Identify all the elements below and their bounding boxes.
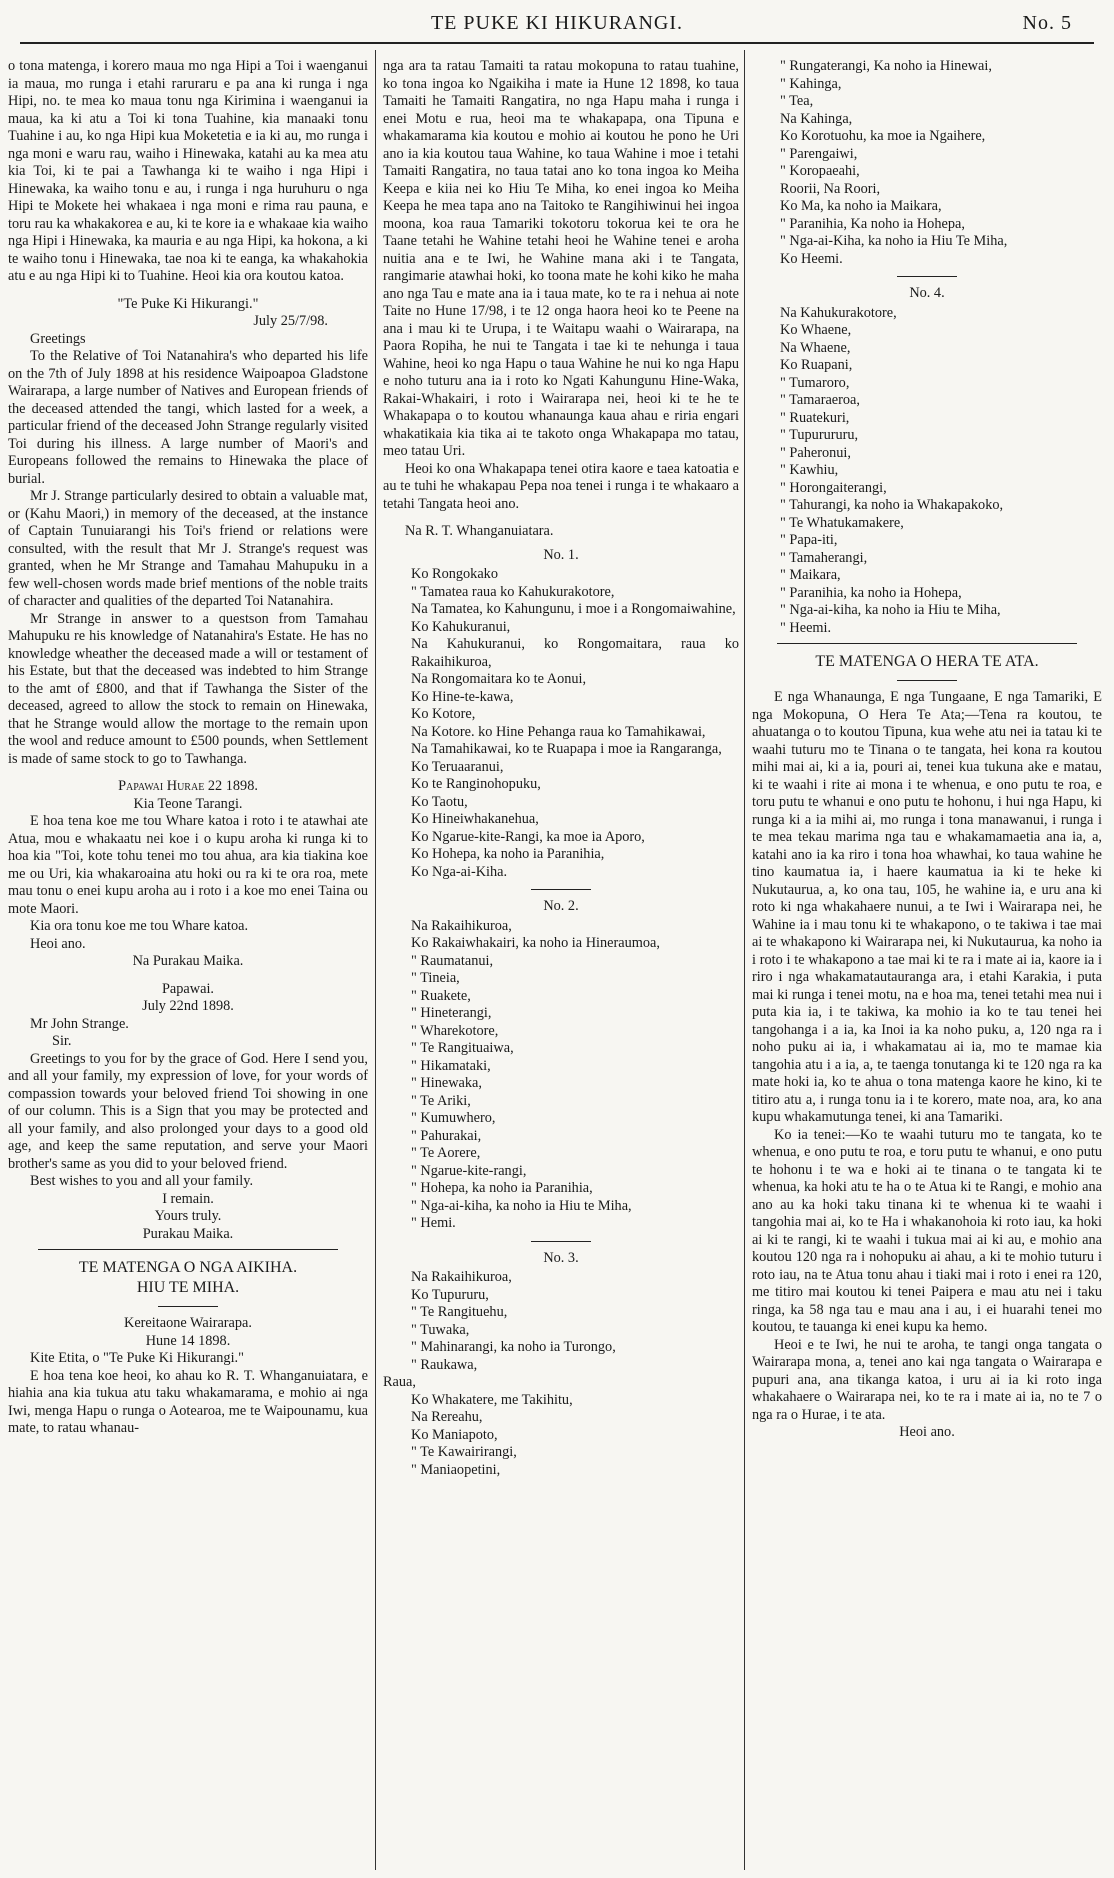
list-item: " Tea, [780, 93, 814, 109]
list-item: Ko Kotore, [411, 706, 476, 722]
list-item: Ko Ma, ka noho ia Maikara, [780, 198, 942, 214]
list-item: Ko Hohepa, ka noho ia Paranihia, [411, 846, 605, 862]
list-item: Ko Whakatere, me Takihitu, [411, 1391, 573, 1408]
list-item: " Tupurururu, [780, 427, 859, 443]
genealogy-number: No. 4. [909, 285, 945, 301]
list-item: " Te Rangituaiwa, [411, 1040, 514, 1056]
list-item: Na Rongomaitara ko te Aonui, [411, 671, 587, 687]
list-item: Ko Ngarue-kite-Rangi, ka moe ia Aporo, [411, 828, 645, 845]
list-item: " Te Rangituehu, [411, 1304, 508, 1320]
divider [897, 680, 957, 681]
masthead-title: TE PUKE KI HIKURANGI. [430, 12, 684, 34]
list-item: " Paranihia, ka noho ia Hohepa, [780, 584, 962, 601]
list-item: " Kawhiu, [780, 462, 839, 478]
masthead [20, 12, 1094, 44]
list-item: " Ngarue-kite-rangi, [411, 1162, 527, 1179]
section-divider [777, 643, 1077, 644]
divider [531, 1241, 591, 1242]
list-item: Na Kahukuranui, ko Rongomaitara, raua ko Rakaihikuroa, [411, 636, 739, 670]
article-text: Mr Strange in answer to a questson from Tamahau Mahupuku re his knowledge of Natanahira's Estate. He has no knowledge wheather the deceased made a will or testament of his Estate, but that the deceased was indebted to him Strange to the amt of £800, and that if Tawhanga the Sister of the deceased, agreed to allow the stock to remain on Hinewaka, that he Strange would allow the mortage to the remain upon the wool and reduce amount to £500 pounds, when Settlement is made of same stock to go to Tawhanga. [8, 610, 368, 767]
list-item: Na Kotore. ko Hine Pehanga raua ko Tamahikawai, [411, 723, 706, 740]
page-number: No. 5 [1022, 12, 1072, 34]
list-item: " Heemi. [780, 619, 832, 636]
list-item: Ko Rakaiwhakairi, ka noho ia Hineraumoa, [411, 935, 660, 951]
list-item: " Horongaiterangi, [780, 479, 887, 496]
genealogy-list-3-continued [752, 58, 1102, 268]
letter-place: Kereitaone Wairarapa. [124, 1315, 252, 1331]
list-item: " Tamatea raua ko Kahukurakotore, [411, 583, 615, 600]
letter-recipient: Mr John Strange. [30, 1015, 129, 1032]
list-item: " Papa-iti, [780, 532, 838, 548]
article-text: To the Relative of Toi Natanahira's who departed his life on the 7th of July 1898 at his residence Waipoapoa Gladstone Wairarapa, a large number of Natives and European friends of the deceased attended the tangi, which lasted for a week, a particular friend of the deceased John Strange regularly visited Toi during his illness. A large number of Maori's and Europeans followed the remains to Hinewaka the place of burial. [8, 348, 368, 487]
article-text: E hoa tena koe heoi, ko ahau ko R. T. Whanganuiatara, e hiahia ana kia tukua atu taku whakamarama, e mohio ai nga Iwi, menga Hapu o runga o Aotearoa, me te Waipounamu, kua mate, to ratau whanau- [8, 1367, 368, 1436]
letter-signature: Purakau Maika. [142, 1225, 234, 1242]
list-item: " Rungaterangi, Ka noho ia Hinewai, [780, 58, 992, 74]
letter-header: "Te Puke Ki Hikurangi." [117, 295, 259, 312]
genealogy-list-1 [383, 566, 739, 881]
list-item: Na Rakaihikuroa, [411, 1269, 512, 1285]
letter-recipient: Kite Etita, o "Te Puke Ki Hikurangi." [30, 1350, 244, 1366]
list-item: Na Tamahikawai, ko te Ruapapa i moe ia Rangaranga, [411, 741, 722, 757]
column-divider [375, 50, 376, 1870]
letter-date: July 25/7/98. [253, 313, 328, 329]
list-item: Ko Nga-ai-Kiha. [411, 863, 508, 880]
list-item: Na Tamatea, ko Kahungunu, i moe i a Rongomaiwahine, [411, 601, 736, 617]
list-item: Ko Teruaaranui, [411, 758, 504, 775]
list-item: " Kumuwhero, [411, 1110, 496, 1126]
list-item: Na Kahukurakotore, [780, 304, 897, 321]
list-item: Ko Maniapoto, [411, 1426, 498, 1443]
article-text: E hoa tena koe me tou Whare katoa i roto i te atawhai ate Atua, mou e whakaatu nei koe i o kupu aroha ki runga ki to hoa kia "Toi, kote tohu tenei mo tou ahua, ara kia tiakina koe me ou Uri, kia whakaroaina atu hoki ou ra ki te ora roa, mete mau tonu o enei kupu aroha au i roto i a koe mo enei Taina ou mote Maori. [8, 813, 368, 917]
letter-closing: Yours truly. [154, 1208, 222, 1224]
list-item: " Tumaroro, [780, 374, 850, 391]
letter-recipient: Kia Teone Tarangi. [133, 795, 243, 812]
article-text: Heoi ko ona Whakapapa tenei otira kaore e taea katoatia e au te tuhi he whakapau Pepa noa tenei i runga i te whakaaro a tetahi Tangata heoi ano. [383, 460, 739, 512]
list-item: " Raumatanui, [411, 952, 494, 969]
divider [158, 1306, 218, 1307]
list-item: Na Whaene, [780, 339, 851, 356]
letter-closing: Heoi ano. [30, 935, 86, 952]
list-item: " Te Ariki, [411, 1092, 471, 1109]
letter-closing: I remain. [162, 1190, 214, 1207]
genealogy-list-3 [383, 1269, 739, 1479]
list-item: Na Kahinga, [780, 110, 853, 127]
article-text: Greetings to you for by the grace of God. Here I send you, and all your family, my expression of love, for your words of compassion towards your beloved friend Toi showing in one of our column. This is a Sign that you may be protected and all your family, and also prolonged your days to a good old age, and keep the same reputation, and serve your Maori brother's same as you did to your beloved friend. [8, 1050, 368, 1172]
letter-place-date: Papawai Hurae 22 1898. [118, 778, 258, 794]
list-item: " Kahinga, [780, 75, 842, 92]
list-item: " Hineterangi, [411, 1005, 492, 1021]
list-item: " Te Aorere, [411, 1145, 481, 1161]
letter-closing: Best wishes to you and all your family. [30, 1173, 254, 1189]
list-item: Ko Korotuohu, ka moe ia Ngaihere, [780, 128, 986, 144]
list-item: " Hohepa, ka noho ia Paranihia, [411, 1180, 593, 1196]
list-item: Ko Heemi. [780, 250, 843, 267]
article-text: Heoi e te Iwi, he nui te aroha, te tangi onga tangata o Wairarapa mona, a, tenei ano kai nga tangata o Wairarapa e pupuri ana, ana tikanga katoa, i uru ai ia ki roto inga whakahaere o Wairarapa nei, ko te ra i mate ai ia, no te 7 o nga ra o Hurae, i te ata. [752, 1336, 1102, 1423]
list-item: Ko Kahukuranui, [411, 618, 511, 635]
letter-signature: Na Purakau Maika. [132, 953, 244, 969]
article-closing: Heoi ano. [899, 1424, 955, 1440]
list-item: " Te Whatukamakere, [780, 514, 904, 531]
letter-closing: Kia ora tonu koe me tou Whare katoa. [30, 918, 249, 934]
article-text: E nga Whanaunga, E nga Tungaane, E nga Tamariki, E nga Mokopuna, O Hera Te Ata;—Tena ra koutou, te ahuatanga o to koutou Tipuna, kua wehe atu nei ia tatau ki te waahi tuturu mo te Tinana o te tangata, hei kona ra koutou mihi mai ai, ki a ia, pouri ai, tenei kua tukuna ake e matau, ki te waahi i rite ai mona i te whenua, e ono putu te roa, e toru putu te whanui e ono putu te hohonu, i hui nga Hapu, ki runga ki a ia mihi ai, mo runga i tona manawanui, i runga i te mea tekau marima nga tau e whakamamaetia ana ia, a, katahi ano ia ka riro i tona hoa whawhai, ko taua wahine he tino kaumatua ia, i haere kaumatua ia ki te heke ki Nukutaurua, a, ko ona tau, 105, he wahine ia, e uru ana ki roto ki nga whakahaere nunui, a te Iwi i Wairarapa nei, he Wahine ia i mau tonu ki te whakapono, o te takiwa i tae mai ai te whakapono ki Wairarapa nei, ki Nukutaurua, ka noho ia i roto i te whakapono a tae mai ki te ra i mate ai ia, kaore ia i riro i nga whakamatautauranga ara, i etahi Karakia, i puta mai ki runga i tenei motu, na e hoa ma, tenei tetahi mea nui i puta kia ia, i te takiwa, ka mohio ia ko te tau tenei hei tangohanga i a ia, ka Inoi ia ka noho puku, a, 120 nga ra i noho puku ai ia, i whakamatau ai ia, mo te mamae kia tangohia atu i a ia, a, te taenga tonutanga ki te 120 nga ra ka mate hoki ia, ko te ahua o tona matenga kaore he kino, ki te titiro atu a, i runga tonu ia i te korero, mate noa, ara, ko ana kupu whakamutunga tenei, ki ana Tamariki. [752, 689, 1102, 1125]
section-title: TE MATENGA O NGA AIKIHA. [78, 1259, 298, 1276]
list-item: " Maniaopetini, [411, 1461, 501, 1478]
article-text: Mr J. Strange particularly desired to obtain a valuable mat, or (Kahu Maori,) in memory of the deceased, at the instance of Captain Tunuiarangi his Toi's friend or relations were consulted, with the result that Mr J. Strange's request was granted, when he Mr Strange and Tamahau Mahupuku in a few well-chosen words made brief mentions of the noble traits of character and qualities of the departed Toi Natanahira. [8, 488, 368, 609]
list-item: " Ruatekuri, [780, 409, 850, 426]
list-item: Ko Tupururu, [411, 1286, 489, 1303]
list-item: " Tuwaka, [411, 1321, 470, 1338]
list-item: Ko Hineiwhakanehua, [411, 811, 539, 827]
list-item: Na Rakaihikuroa, [411, 917, 512, 934]
column-1 [8, 58, 368, 1870]
list-item: " Raukawa, [411, 1356, 478, 1373]
section-divider [38, 1249, 338, 1250]
list-item: " Parengaiwi, [780, 145, 858, 162]
list-item: " Hinewaka, [411, 1075, 482, 1091]
divider [897, 276, 957, 277]
list-item: Ko Ruapani, [780, 357, 853, 373]
letter-place: Papawai. [161, 980, 214, 997]
list-item: " Te Kawairirangi, [411, 1444, 517, 1460]
list-item: " Hemi. [411, 1215, 456, 1231]
genealogy-list-2 [383, 918, 739, 1233]
column-3 [752, 58, 1102, 1870]
list-item: " Tamaherangi, [780, 549, 868, 566]
list-item: Ko te Ranginohopuku, [411, 776, 541, 792]
list-item: Raua, [383, 1374, 416, 1390]
section-title: TE MATENGA O HERA TE ATA. [815, 653, 1039, 670]
genealogy-number: No. 1. [543, 546, 579, 563]
list-item: Ko Taotu, [411, 793, 468, 810]
letter-date: July 22nd 1898. [142, 998, 234, 1014]
list-item: " Paranihia, Ka noho ia Hohepa, [780, 215, 965, 232]
list-item: " Tamaraeroa, [780, 392, 860, 408]
list-item: " Tineia, [411, 970, 460, 986]
list-item: " Nga-ai-kiha, ka noho ia Hiu te Miha, [780, 602, 1001, 618]
list-item: " Maikara, [780, 567, 841, 583]
list-item: " Mahinarangi, ka noho ia Turongo, [411, 1339, 616, 1355]
list-item: " Tahurangi, ka noho ia Whakapakoko, [780, 497, 1004, 513]
letter-date: Hune 14 1898. [145, 1332, 231, 1349]
list-item: " Wharekotore, [411, 1022, 499, 1039]
list-item: " Nga-ai-kiha, ka noho ia Hiu te Miha, [411, 1197, 632, 1214]
list-item: " Koropaeahi, [780, 163, 860, 179]
article-text: nga ara ta ratau Tamaiti ta ratau mokopuna to ratau tuahine, ko tona ingoa ko Ngaikiha i mate ia Hune 12 1898, ko taua Tamaiti he Tamaiti Rangatira, no nga Hapu maha i runga i enei Motu e rua, heoi ma te whakapapa, ona Tipuna e whakamarama kia koutou e mohio ai koutou he pono he Uri ano ia kia koutou taua Wahine, ko taua Wahine i moe i tetahi Tamaiti Rangatira, no taua tatai ano ko tona ingoa ko Meiha Keepa e kiia nei ko Hiu Te Miha, ko enei ingoa ko Meiha Keepa he mea tapa ano na Taitoko te Rangihiwinui hei ingoa moona, koa raua Tamariki tokotoru tokorua kei te ora he Taane tetahi he Wahine tetahi heoi he Wahine tenei e aroha nuitia ana e te Iwi, he Wahine mana aki i te Tangata, rangimarie atawhai hoki, ko toona mate he kohi kiko he maha ano nga Tau e mate ana ia i taua mate, ko te ra i nehua ai note Taite no Hune 17/98, i te 12 onga haora heoi ko te Peene na ana i mau ki te Urupa, i te Waitapu waahi o Wairarapa, na Paora Ropiha, he nui te Tangata i tae ki te nehunga i taua Wahine, heoi ko nga Hapu o taua Wahine he nui ko nga Hapu e noho tuturu ana ia i roto ko Ngati Kahungunu Hine-Waka, Rakai-Whakairi, i roto i Wairarapa nei, heoi ki te he te Whakapapa o to koutou whanaunga kaua ahau e riria engari whakatikaia kia tika ai te takoto onga Whakapapa mo tatau, meo tatau Uri. [383, 58, 739, 459]
list-item: " Hikamataki, [411, 1057, 491, 1074]
list-item: " Ruakete, [411, 987, 471, 1004]
list-item: " Nga-ai-Kiha, ka noho ia Hiu Te Miha, [780, 233, 1008, 249]
article-text: o tona matenga, i korero maua mo nga Hipi a Toi i waenganui ia maua, mo runga i etahi raruraru e pa ana ki runga i nga Hipi, no. te mea ko maua tonu nga Kirimina i waenganui ia maua, ka ki atu a Toi ki tona Tuahine, kia manaaki tonu Tuahine i au, ko nga Hipi kua Moketetia e ia ki au, mo runga i nga moni e waru rau, waiho i Hinewaka, katahi au ka mea atu kia Toi, ki te pai a Tawhanga ki te waiho i nga Hipi i Hinewaka, ka waiho tonu e au, i runga i nga huruhuru o nga Hipi te Mokete hei whakaea i nga moni e rima rau pauna, e toru rau ka whakakorea e au, ki te kore ia e whakaae kia waiho nga Hipi i Hinewaka, ka mauria e au nga Hipi, ka hokona, a ki te waiho tonu i Hinewaka, tae noa ki te eanga, ka whakahokia atu e au nga Hipi ki to Tuahine. Heoi kia ora koutou katoa. [8, 58, 368, 284]
list-item: Na Rereahu, [411, 1409, 483, 1425]
genealogy-number: No. 2. [543, 898, 579, 914]
letter-greeting: Greetings [30, 330, 86, 347]
divider [531, 889, 591, 890]
list-item: " Pahurakai, [411, 1127, 482, 1144]
column-divider [744, 50, 745, 1870]
genealogy-list-4 [752, 305, 1102, 638]
list-item: Ko Hine-te-kawa, [411, 688, 514, 705]
list-item: Ko Whaene, [780, 322, 852, 338]
column-2 [383, 58, 739, 1870]
genealogy-number: No. 3. [543, 1249, 579, 1266]
list-item: Roorii, Na Roori, [780, 180, 881, 197]
section-title: HIU TE MIHA. [136, 1279, 240, 1296]
list-item: Ko Rongokako [411, 566, 498, 582]
article-text: Ko ia tenei:—Ko te waahi tuturu mo te tangata, ko te whenua, e ono putu te roa, e toru putu te whanui, e ono putu te hohonu i te wa e hoki ai te tinana o te tangata ki te whenua, ka hoki atu te ha o te Atua ki te Rangi, e mohio ana ano au ka hoki taku tinana ki te whenua ki te waahi i tangohia mai ai, ko te Ha i whakanohoia ki roto iau, ka hoki ai ki te rangi, ki te waahi i tukua mai ai ki au, e mohio ana koutou 120 nga ra i nohopuku ai ahau, a ki te mohio tuturu i roto iau, na te Atua tonu ahau i tiaki mai i roto i enei ra 120, me titiro mai koutou ki tenei Paipera e mau atu nei i taku ringa, ka 58 nga tau e mau ana i au, i ei huarahi tenei mo koutou, te tauanga ki enei kupu ka hemo. [752, 1126, 1102, 1335]
letter-salutation: Sir. [52, 1033, 72, 1049]
list-item: " Paheronui, [780, 444, 851, 461]
article-signature: Na R. T. Whanganuiatara. [405, 523, 554, 539]
